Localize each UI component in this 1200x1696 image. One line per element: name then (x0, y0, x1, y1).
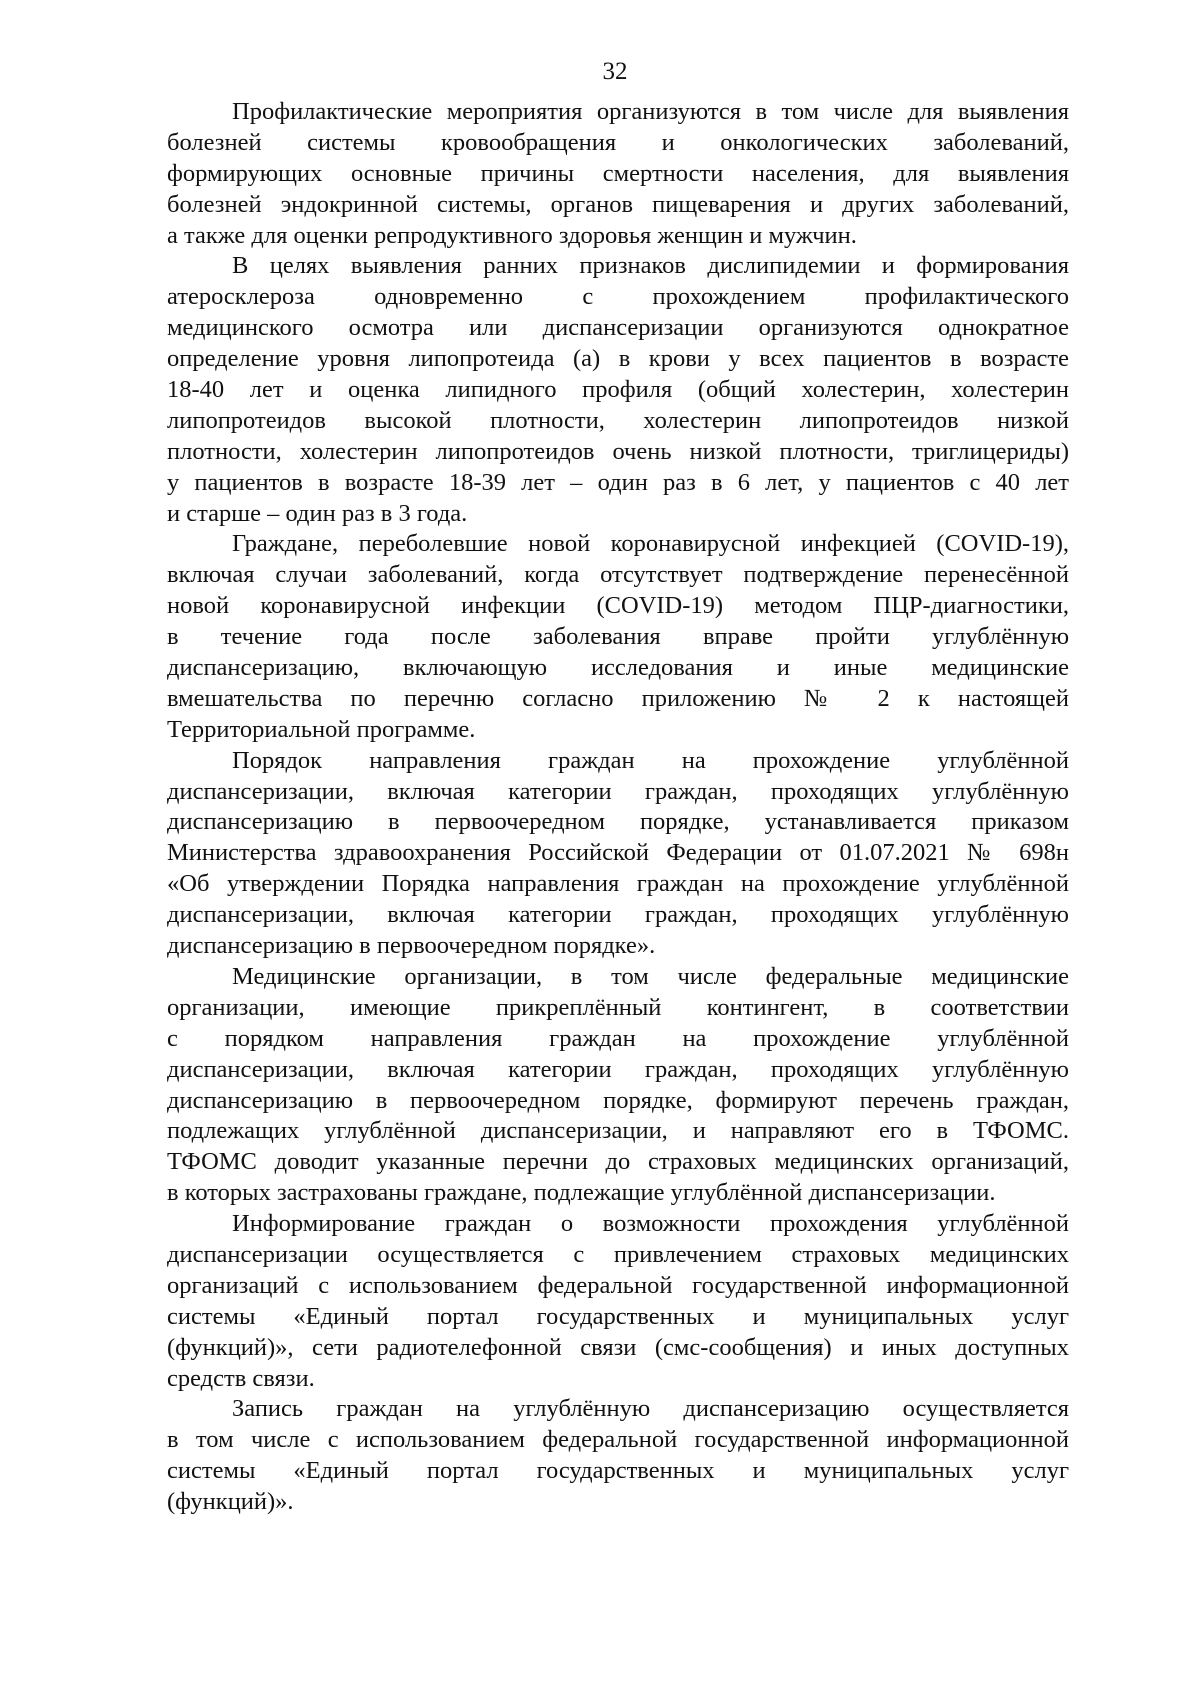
text-line: липопротеидов высокой плотности, холестерин липопротеидов низкой (167, 406, 1069, 434)
text-line: диспансеризацию в первоочередном порядке». (167, 932, 656, 960)
text-line: организаций с использованием федеральной государственной информационной (167, 1271, 1069, 1299)
text-line: 18-40 лет и оценка липидного профиля (общий холестерин, холестерин (167, 376, 1069, 404)
text-line: подлежащих углублённой диспансеризации, и направляют его в ТФОМС. (167, 1117, 1069, 1145)
text-line: системы «Единый портал государственных и муниципальных услуг (167, 1457, 1069, 1485)
text-line: вмешательства по перечню согласно приложению № 2 к настоящей (167, 684, 1069, 712)
text-line: диспансеризации, включая категории граждан, проходящих углублённую (167, 901, 1069, 929)
text-line: Территориальной программе. (167, 715, 476, 743)
text-line: организации, имеющие прикреплённый контингент, в соответствии (167, 993, 1069, 1021)
text-line: в том числе с использованием федеральной государственной информационной (167, 1426, 1069, 1454)
paragraph (167, 529, 1069, 745)
page-number: 32 (602, 58, 628, 85)
paragraph (167, 1394, 1069, 1518)
text-line: формирующих основные причины смертности населения, для выявления (167, 159, 1069, 187)
text-line: системы «Единый портал государственных и муниципальных услуг (167, 1302, 1069, 1330)
text-line: Граждане, переболевшие новой коронавирусной инфекцией (COVID-19), (232, 530, 1069, 558)
text-line: плотности, холестерин липопротеидов очень низкой плотности, триглицериды) (167, 437, 1069, 465)
document-body (167, 97, 1069, 1518)
text-line: диспансеризации осуществляется с привлечением страховых медицинских (167, 1240, 1069, 1268)
text-line: и старше – один раз в 3 года. (167, 499, 468, 527)
text-line: диспансеризации, включая категории граждан, проходящих углублённую (167, 1055, 1069, 1083)
paragraph (167, 251, 1069, 529)
text-line: диспансеризацию в первоочередном порядке, устанавливается приказом (167, 808, 1069, 836)
text-line: атеросклероза одновременно с прохождением профилактического (167, 283, 1069, 311)
text-line: болезней системы кровообращения и онкологических заболеваний, (167, 128, 1069, 156)
text-line: в которых застрахованы граждане, подлежащие углублённой диспансеризации. (167, 1179, 996, 1207)
text-line: В целях выявления ранних признаков дислипидемии и формирования (232, 252, 1069, 280)
text-line: средств связи. (167, 1364, 315, 1392)
paragraph (167, 97, 1069, 251)
text-line: включая случаи заболеваний, когда отсутствует подтверждение перенесённой (167, 561, 1069, 589)
text-line: медицинского осмотра или диспансеризации организуются однократное (167, 314, 1069, 342)
text-line: новой коронавирусной инфекции (COVID-19) методом ПЦР-диагностики, (167, 592, 1069, 620)
text-line: ТФОМС доводит указанные перечни до страховых медицинских организаций, (167, 1148, 1069, 1176)
text-line: диспансеризацию в первоочередном порядке, формируют перечень граждан, (167, 1086, 1069, 1114)
text-line: в течение года после заболевания вправе пройти углублённую (167, 623, 1069, 651)
text-line: болезней эндокринной системы, органов пищеварения и других заболеваний, (167, 190, 1069, 218)
text-line: у пациентов в возрасте 18-39 лет – один раз в 6 лет, у пациентов с 40 лет (167, 468, 1069, 496)
text-line: с порядком направления граждан на прохождение углублённой (167, 1024, 1069, 1052)
text-line: (функций)», сети радиотелефонной связи (смс-сообщения) и иных доступных (167, 1333, 1069, 1361)
text-line: а также для оценки репродуктивного здоровья женщин и мужчин. (167, 221, 857, 249)
text-line: «Об утверждении Порядка направления граждан на прохождение углублённой (167, 870, 1069, 898)
text-line: Профилактические мероприятия организуются в том числе для выявления (232, 98, 1069, 125)
text-line: (функций)». (167, 1488, 294, 1516)
paragraph (167, 746, 1069, 962)
text-line: Порядок направления граждан на прохождение углублённой (232, 746, 1069, 774)
text-line: диспансеризации, включая категории граждан, проходящих углублённую (167, 777, 1069, 805)
text-line: Запись граждан на углублённую диспансеризацию осуществляется (232, 1395, 1069, 1423)
paragraph (167, 1209, 1069, 1394)
text-line: диспансеризацию, включающую исследования и иные медицинские (167, 654, 1069, 682)
text-line: Информирование граждан о возможности прохождения углублённой (232, 1210, 1069, 1238)
text-line: Медицинские организации, в том числе федеральные медицинские (232, 962, 1069, 990)
paragraph (167, 962, 1069, 1209)
text-line: Министерства здравоохранения Российской Федерации от 01.07.2021 № 698н (167, 839, 1069, 867)
text-line: определение уровня липопротеида (а) в крови у всех пациентов в возрасте (167, 345, 1069, 373)
